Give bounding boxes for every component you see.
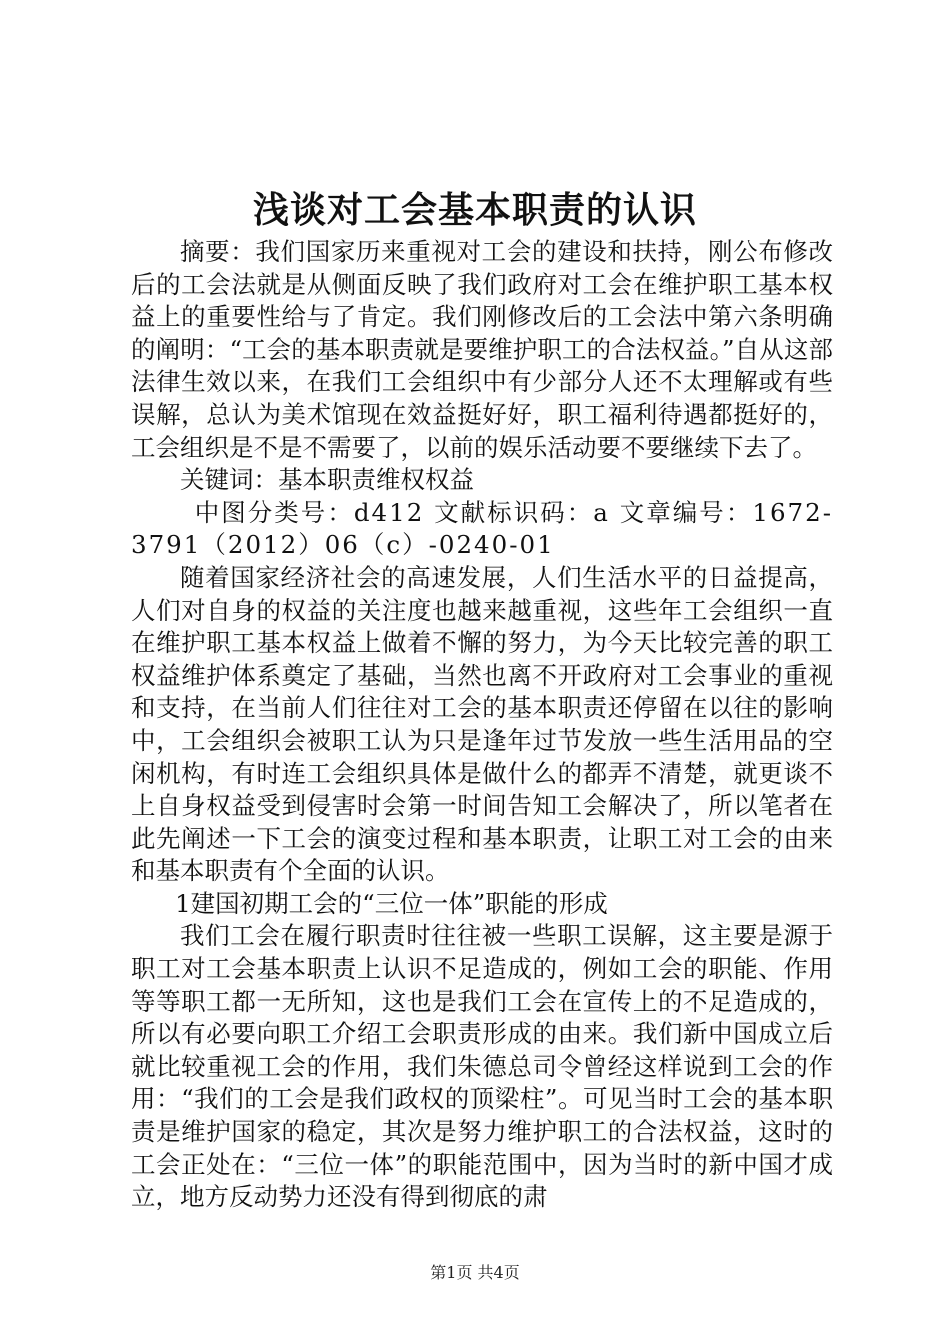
page-footer: 第1页 共4页 [430,1263,520,1282]
document-body [131,236,833,1214]
section-heading: 1建国初期工会的“三位一体”职能的形成 [175,888,608,918]
abstract-paragraph: 摘要：我们国家历来重视对工会的建设和扶持，刚公布修改后的工会法就是从侧面反映了我们政府对工会在维护职工基本权益上的重要性给与了肯定。我们刚修改后的工会法中第六条明确的阐明：“工会的基本职责就是要维护职工的合法权益。”自从这部法律生效以来，在我们工会组织中有少部分人还不太理解或有些误解，总认为美术馆现在效益挺好好，职工福利待遇都挺好的，工会组织是不是不需要了，以前的娱乐活动要不要继续下去了。 [131,237,833,462]
intro-paragraph: 随着国家经济社会的高速发展，人们生活水平的日益提高，人们对自身的权益的关注度也越来越重视，这些年工会组织一直在维护职工基本权益上做着不懈的努力，为今天比较完善的职工权益维护体系奠定了基础，当然也离不开政府对工会事业的重视和支持，在当前人们往往对工会的基本职责还停留在以往的影响中，工会组织会被职工认为只是逢年过节发放一些生活用品的空闲机构，有时连工会组织具体是做什么的都弄不清楚，就更谈不上自身权益受到侵害时会第一时间告知工会解决了，所以笔者在此先阐述一下工会的演变过程和基本职责，让职工对工会的由来和基本职责有个全面的认识。 [131,562,833,886]
keywords-paragraph: 关键词：基本职责维权权益 [180,465,474,495]
section-paragraph: 我们工会在履行职责时往往被一些职工误解，这主要是源于职工对工会基本职责上认识不足造成的，例如工会的职能、作用等等职工都一无所知，这也是我们工会在宣传上的不足造成的，所以有必要向职工介绍工会职责形成的由来。我们新中国成立后就比较重视工会的作用，我们朱德总司令曾经这样说到工会的作用：“我们的工会是我们政权的顶梁柱”。可见当时工会的基本职责是维护国家的稳定，其次是努力维护职工的合法权益，这时的工会正处在：“三位一体”的职能范围中，因为当时的新中国才成立，地方反动势力还没有得到彻底的肃 [131,921,833,1212]
document-title: 浅谈对工会基本职责的认识 [252,189,697,231]
classification-paragraph: 中图分类号：d412 文献标识码：a 文章编号：1672-3791（2012）06（c）-0240-01 [131,497,833,560]
